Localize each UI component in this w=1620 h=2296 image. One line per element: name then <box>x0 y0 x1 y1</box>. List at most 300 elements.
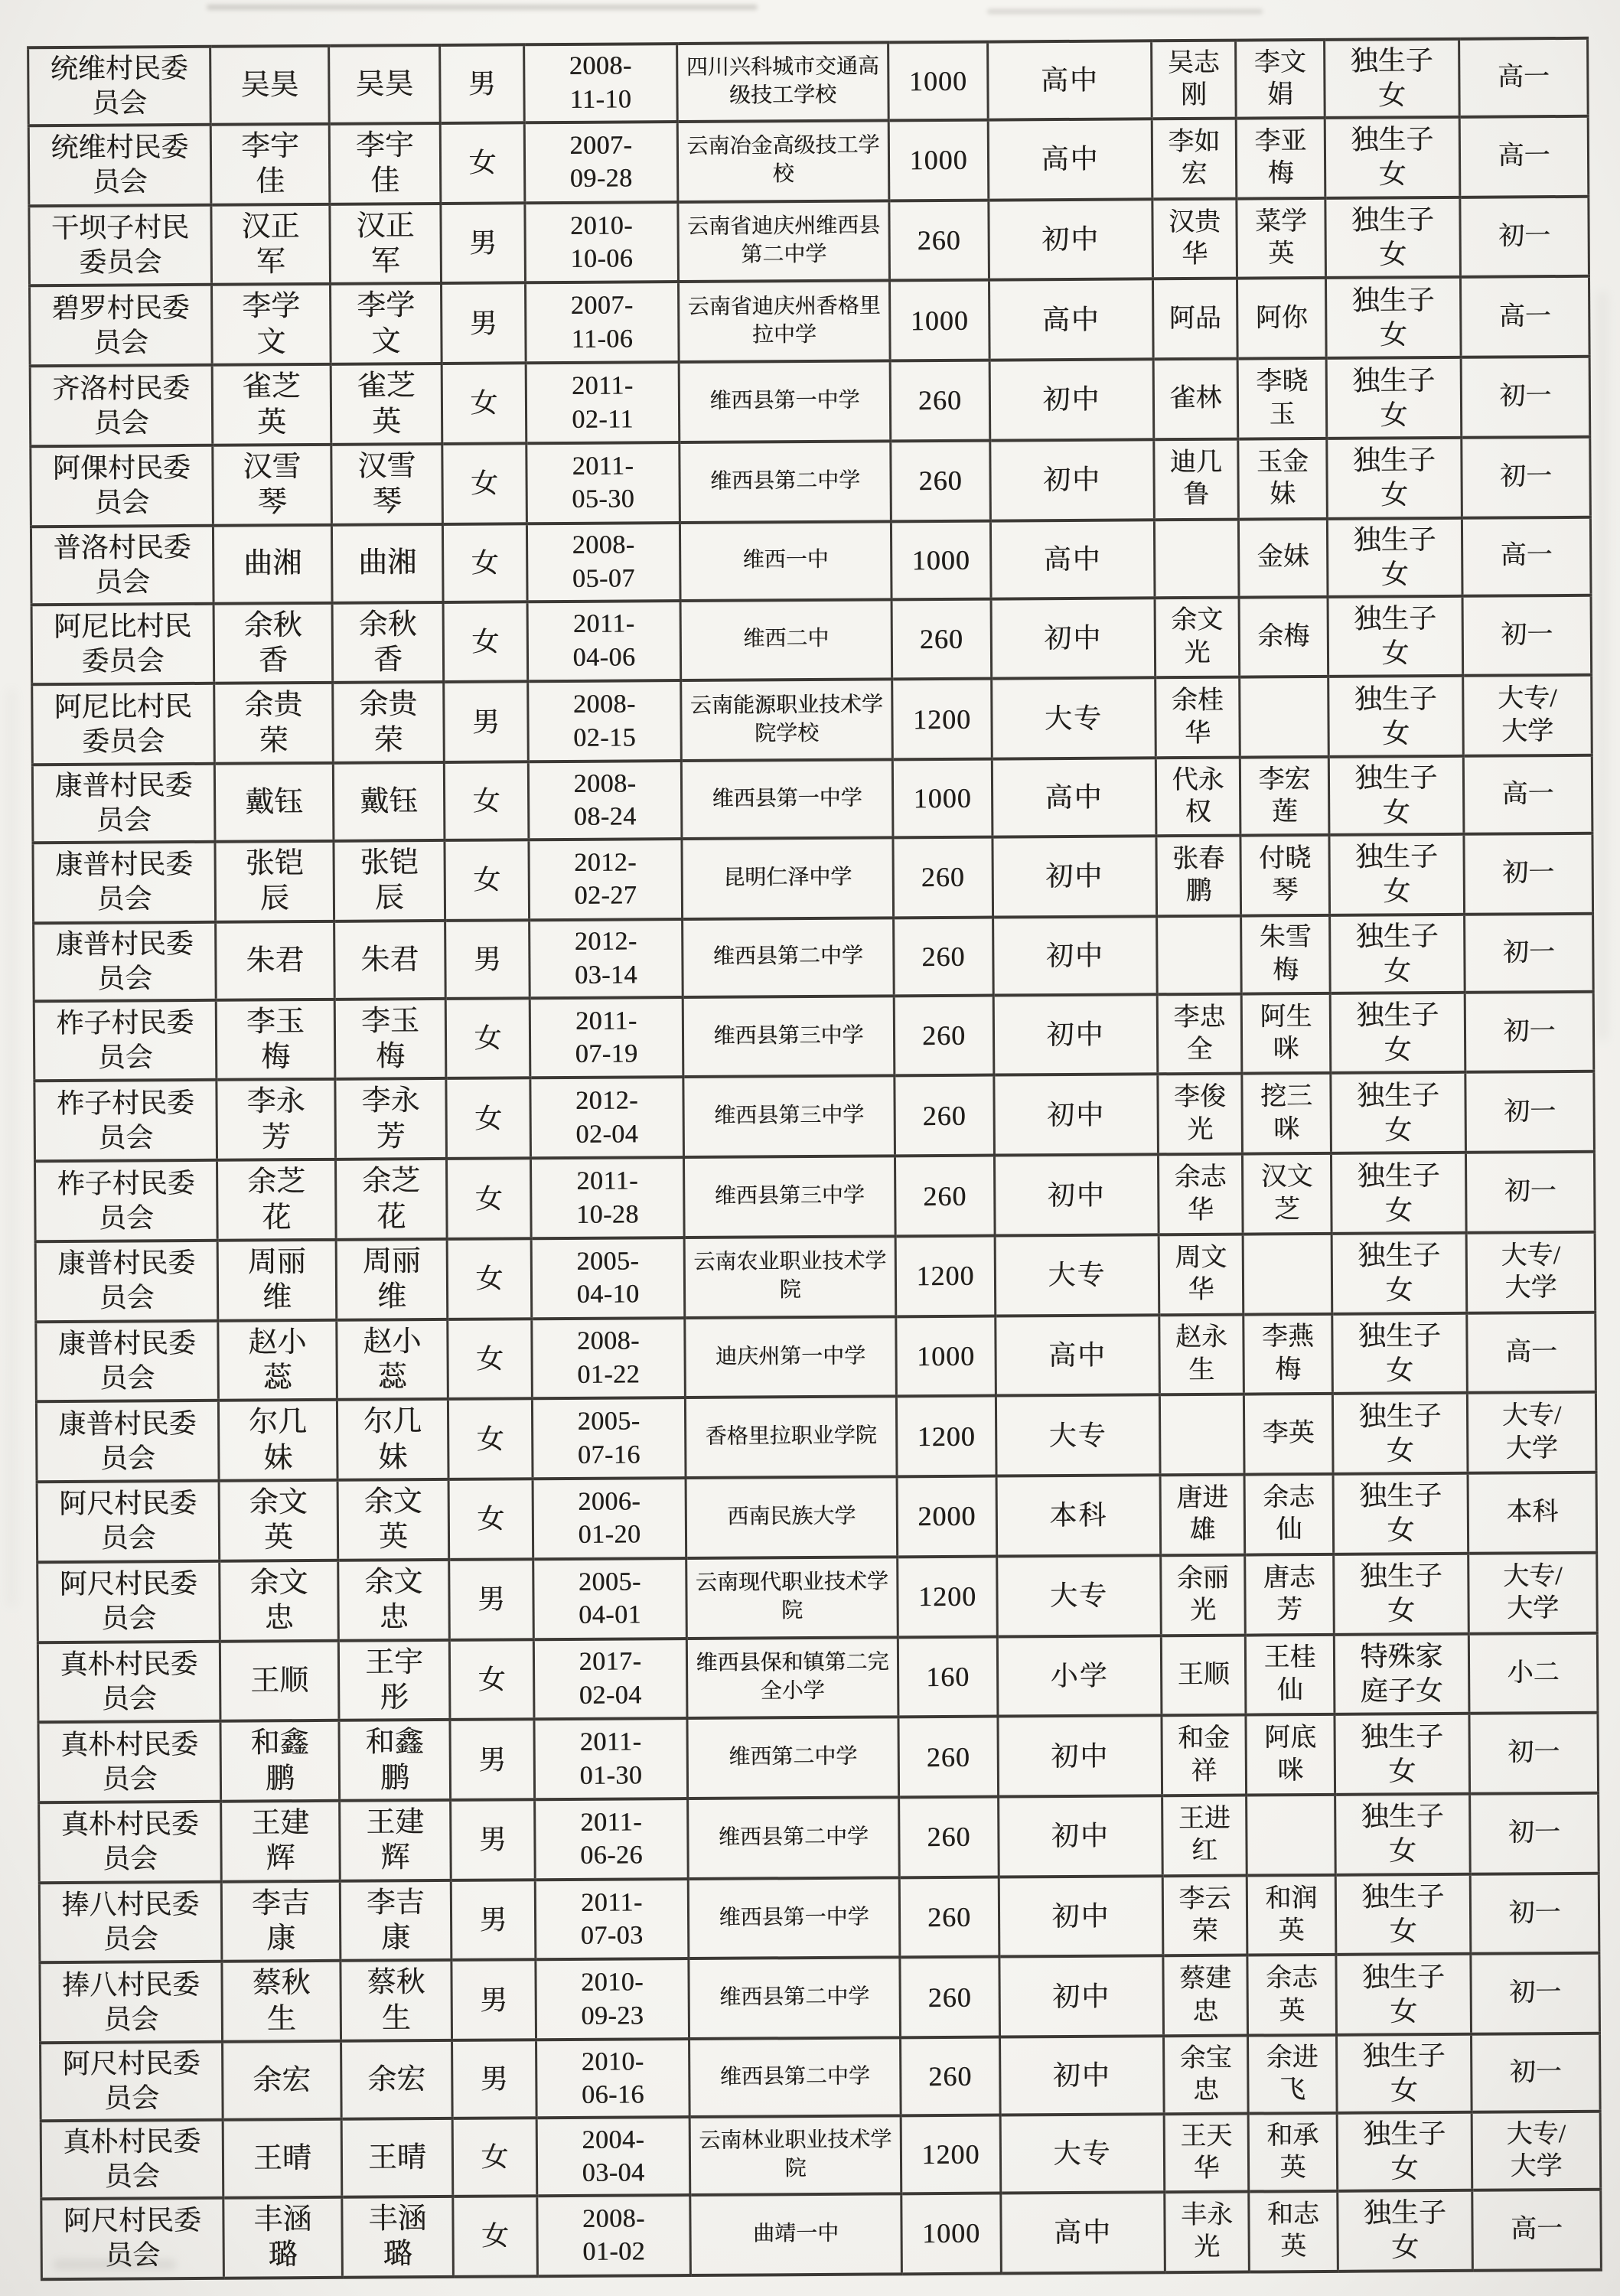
cell-education-stage: 大专 <box>995 1234 1159 1316</box>
cell-subsidy-amount: 260 <box>898 1717 999 1798</box>
cell-subsidy-amount: 260 <box>901 2037 1001 2116</box>
cell-grade: 高一 <box>1467 1312 1596 1393</box>
table-row <box>40 1953 1600 2043</box>
cell-grade: 初一 <box>1471 1953 1600 2034</box>
cell-village-committee: 真朴村民委员会 <box>41 2120 223 2199</box>
table-row <box>34 992 1594 1081</box>
cell-education-stage: 初中 <box>993 916 1158 995</box>
cell-village-committee: 柞子村民委员会 <box>34 1080 217 1161</box>
cell-subsidy-amount: 260 <box>891 440 991 521</box>
cell-student-name-repeat: 余秋香 <box>332 602 444 683</box>
cell-guardian-mother: 李亚梅 <box>1236 118 1325 198</box>
cell-guardian-mother: 王桂仙 <box>1245 1634 1335 1714</box>
table-row <box>34 914 1594 1001</box>
cell-education-stage: 初中 <box>999 1956 1164 2037</box>
cell-student-name-repeat: 曲湘 <box>331 524 443 603</box>
cell-grade: 高一 <box>1459 38 1589 117</box>
cell-student-name: 戴钰 <box>214 763 334 842</box>
cell-village-committee: 阿尼比村民委员会 <box>32 683 215 765</box>
cell-guardian-mother: 和润英 <box>1247 1875 1336 1955</box>
table-row <box>35 1232 1596 1322</box>
cell-gender: 女 <box>448 1399 533 1479</box>
cell-guardian-mother: 金妹 <box>1238 518 1328 597</box>
cell-village-committee: 真朴村民委员会 <box>39 1802 222 1883</box>
cell-guardian-mother: 李燕梅 <box>1244 1313 1333 1394</box>
cell-guardian-mother: 阿底咪 <box>1246 1714 1335 1795</box>
cell-guardian-father: 余宝忠 <box>1164 2036 1249 2115</box>
cell-student-name-repeat: 李学文 <box>331 283 442 364</box>
cell-gender: 女 <box>448 1319 533 1399</box>
cell-gender: 男 <box>444 682 529 762</box>
cell-child-type: 独生子女 <box>1332 1313 1468 1394</box>
cell-education-stage: 高中 <box>990 520 1155 598</box>
cell-village-committee: 干坝子村民委员会 <box>29 205 212 286</box>
cell-village-committee: 阿尺村民委员会 <box>41 2042 223 2121</box>
cell-date-of-birth <box>527 601 681 682</box>
cell-school: 维西县第一中学 <box>679 361 891 442</box>
cell-child-type: 独生子女 <box>1335 1874 1471 1955</box>
cell-subsidy-amount: 260 <box>889 200 989 281</box>
cell-child-type: 独生子女 <box>1333 1473 1468 1554</box>
table-row <box>32 755 1592 843</box>
cell-school: 维西县第二中学 <box>683 918 895 997</box>
cell-student-name: 吴昊 <box>210 46 330 125</box>
cell-child-type: 独生子女 <box>1337 2034 1472 2113</box>
date-of-birth-text: 2006- 01-20 <box>578 1487 641 1550</box>
cell-guardian-father: 李如宏 <box>1152 119 1237 199</box>
table-body <box>28 38 1602 2279</box>
cell-guardian-mother: 挖三咪 <box>1242 1073 1332 1153</box>
cell-date-of-birth <box>532 1397 686 1479</box>
cell-school: 云南林业职业技术学院 <box>689 2115 901 2195</box>
cell-education-stage: 高中 <box>992 758 1156 837</box>
cell-school: 云南冶金高级技工学校 <box>677 120 889 201</box>
cell-child-type: 独生子女 <box>1328 756 1464 835</box>
cell-education-stage: 高中 <box>1001 2192 1165 2273</box>
cell-subsidy-amount: 1000 <box>896 1316 996 1397</box>
cell-education-stage: 初中 <box>989 359 1154 440</box>
date-of-birth-text: 2010- 10-06 <box>570 210 634 274</box>
cell-school: 维西县第一中学 <box>681 759 893 839</box>
table-row <box>37 1632 1598 1722</box>
cell-education-stage: 初中 <box>989 199 1153 280</box>
cell-guardian-father: 丰永光 <box>1165 2192 1250 2272</box>
cell-child-type: 独生子女 <box>1327 517 1462 596</box>
cell-subsidy-amount: 1000 <box>891 520 991 599</box>
cell-gender: 女 <box>442 363 526 443</box>
date-of-birth-text: 2010- 09-23 <box>581 1968 644 2030</box>
cell-child-type: 独生子女 <box>1330 915 1465 993</box>
cell-education-stage: 初中 <box>994 1075 1159 1156</box>
cell-guardian-father: 张春鹏 <box>1156 836 1241 916</box>
date-of-birth-text: 2005- 04-01 <box>578 1567 642 1630</box>
cell-gender: 男 <box>450 1719 535 1799</box>
date-of-birth-text: 2012- 03-14 <box>574 927 638 990</box>
table-row <box>29 197 1589 286</box>
cell-guardian-father: 和金祥 <box>1162 1715 1247 1795</box>
cell-education-stage: 初中 <box>990 439 1155 520</box>
cell-guardian-mother: 和承英 <box>1248 2113 1338 2192</box>
cell-child-type: 独生子女 <box>1336 1954 1472 2035</box>
cell-student-name: 雀芝英 <box>212 364 331 445</box>
cell-gender: 女 <box>443 602 528 682</box>
cell-guardian-mother: 李晓玉 <box>1237 358 1327 439</box>
cell-student-name-repeat: 王晴 <box>341 2118 453 2197</box>
date-of-birth-text: 2008- 01-02 <box>582 2204 646 2267</box>
cell-guardian-mother: 余梅 <box>1239 596 1328 677</box>
cell-guardian-father: 雀林 <box>1153 359 1238 439</box>
cell-child-type: 独生子女 <box>1325 277 1461 358</box>
cell-village-committee: 柞子村民委员会 <box>35 1160 218 1241</box>
cell-subsidy-amount: 1000 <box>901 2193 1002 2275</box>
cell-student-name-repeat: 丰涵璐 <box>342 2197 454 2278</box>
cell-subsidy-amount: 260 <box>895 1075 995 1156</box>
cell-gender: 女 <box>453 2196 538 2276</box>
cell-student-name-repeat: 余芝花 <box>335 1159 447 1240</box>
cell-student-name: 余秋香 <box>214 602 333 683</box>
cell-grade: 初一 <box>1461 357 1590 438</box>
cell-child-type: 独生子女 <box>1330 993 1465 1074</box>
cell-grade: 初一 <box>1465 992 1594 1073</box>
cell-subsidy-amount: 1000 <box>888 120 989 201</box>
table-row <box>36 1312 1596 1401</box>
cell-village-committee: 统维村民委员会 <box>28 47 211 126</box>
cell-date-of-birth <box>534 1718 688 1799</box>
cell-school: 云南现代职业技术学院 <box>686 1557 898 1638</box>
cell-date-of-birth <box>530 1078 684 1159</box>
cell-gender: 女 <box>440 122 525 203</box>
cell-student-name-repeat: 周丽维 <box>336 1239 448 1320</box>
scan-artifact <box>207 5 758 10</box>
cell-date-of-birth <box>524 44 678 122</box>
cell-subsidy-amount: 1000 <box>888 42 989 121</box>
cell-school: 维西一中 <box>680 521 891 601</box>
cell-grade: 大专/大学 <box>1467 1392 1596 1473</box>
cell-student-name-repeat: 余文英 <box>337 1479 449 1561</box>
cell-student-name-repeat: 余贵荣 <box>333 682 445 763</box>
cell-student-name: 朱君 <box>216 921 335 1000</box>
cell-education-stage: 初中 <box>999 1876 1163 1957</box>
cell-date-of-birth <box>536 2039 690 2118</box>
cell-student-name: 余贵荣 <box>214 683 334 764</box>
cell-guardian-mother: 余志英 <box>1247 1955 1337 2035</box>
cell-guardian-mother <box>1247 1795 1336 1875</box>
cell-education-stage: 初中 <box>991 598 1156 679</box>
scan-artifact <box>987 9 1263 14</box>
cell-guardian-father: 李云荣 <box>1162 1875 1247 1955</box>
cell-student-name: 王晴 <box>223 2119 342 2198</box>
cell-date-of-birth <box>524 122 678 203</box>
cell-guardian-mother: 玉金妹 <box>1238 439 1328 519</box>
cell-grade: 初一 <box>1465 1152 1595 1233</box>
cell-student-name-repeat: 余文忠 <box>338 1560 450 1641</box>
table-row <box>39 1873 1599 1962</box>
cell-grade: 初一 <box>1464 833 1593 915</box>
cell-school: 云南能源职业技术学院学校 <box>681 680 893 761</box>
cell-gender: 男 <box>442 283 526 364</box>
table-row <box>30 276 1590 366</box>
cell-grade: 本科 <box>1468 1473 1597 1554</box>
cell-education-stage: 本科 <box>996 1475 1161 1556</box>
cell-grade: 初一 <box>1470 1793 1599 1874</box>
cell-grade: 初一 <box>1465 1071 1595 1153</box>
cell-gender: 男 <box>451 1960 536 2040</box>
cell-guardian-father: 阿品 <box>1152 279 1237 359</box>
cell-student-name: 李永芳 <box>217 1079 336 1160</box>
cell-guardian-mother: 李宏莲 <box>1240 757 1329 836</box>
cell-guardian-mother <box>1240 677 1329 757</box>
cell-student-name-repeat: 吴昊 <box>329 45 441 124</box>
cell-gender: 男 <box>445 920 530 999</box>
table-row <box>31 517 1591 604</box>
date-of-birth-text: 2011- 02-11 <box>571 371 634 434</box>
cell-student-name: 蔡秋生 <box>222 1961 341 2042</box>
cell-guardian-father: 王天华 <box>1164 2114 1249 2193</box>
date-of-birth-text: 2008- 08-24 <box>573 768 637 831</box>
cell-child-type: 独生子女 <box>1334 1554 1469 1635</box>
date-of-birth-text: 2008- 01-22 <box>576 1326 641 1389</box>
cell-child-type: 独生子女 <box>1329 834 1465 915</box>
cell-subsidy-amount: 160 <box>898 1636 998 1717</box>
cell-education-stage: 初中 <box>993 836 1157 917</box>
cell-grade: 高一 <box>1459 116 1589 197</box>
date-of-birth-text: 2012- 02-27 <box>574 848 637 911</box>
cell-grade: 初一 <box>1460 197 1589 278</box>
cell-village-committee: 阿尺村民委员会 <box>37 1481 220 1562</box>
cell-grade: 高一 <box>1460 276 1589 357</box>
cell-date-of-birth <box>536 1958 689 2040</box>
cell-gender: 女 <box>444 762 529 840</box>
cell-student-name-repeat: 汉雪琴 <box>331 444 443 525</box>
cell-grade: 初一 <box>1462 595 1592 676</box>
date-of-birth-text: 2007- 09-28 <box>569 131 633 194</box>
table-row <box>38 1713 1599 1802</box>
cell-village-committee: 阿尺村民委员会 <box>41 2198 224 2279</box>
cell-school: 云南农业职业技术学院 <box>684 1236 896 1317</box>
table-row <box>41 2112 1601 2199</box>
table-row <box>37 1553 1598 1642</box>
table-row <box>28 38 1589 126</box>
cell-guardian-mother: 汉文芝 <box>1242 1153 1332 1234</box>
date-of-birth-text: 2011- 07-19 <box>575 1006 638 1069</box>
cell-subsidy-amount: 260 <box>900 1957 1000 2038</box>
cell-child-type: 独生子女 <box>1325 117 1460 198</box>
cell-student-name-repeat: 朱君 <box>334 921 446 1000</box>
cell-village-committee: 齐洛村民委员会 <box>30 365 213 446</box>
cell-school: 维西县第三中学 <box>683 996 895 1077</box>
cell-guardian-father: 李俊光 <box>1158 1074 1243 1154</box>
cell-student-name: 尔几妹 <box>218 1400 337 1481</box>
cell-child-type: 特殊家庭子女 <box>1334 1633 1469 1714</box>
cell-guardian-mother: 和志英 <box>1249 2191 1338 2272</box>
cell-subsidy-amount: 2000 <box>897 1476 997 1557</box>
cell-village-committee: 捧八村民委员会 <box>39 1881 222 1962</box>
cell-child-type: 独生子女 <box>1326 357 1462 439</box>
date-of-birth-text: 2008- 05-07 <box>572 530 635 593</box>
cell-gender: 男 <box>440 44 525 123</box>
cell-child-type: 独生子女 <box>1335 1794 1471 1875</box>
cell-village-committee: 康普村民委员会 <box>33 842 216 923</box>
cell-student-name-repeat: 王宇彤 <box>338 1639 450 1720</box>
date-of-birth-text: 2011- 10-28 <box>575 1166 639 1229</box>
cell-village-committee: 阿尼比村民委员会 <box>31 603 214 684</box>
cell-subsidy-amount: 260 <box>899 1877 999 1958</box>
table-row <box>36 1392 1596 1482</box>
table-row <box>33 833 1593 923</box>
cell-guardian-father: 吴志刚 <box>1152 41 1237 119</box>
date-of-birth-text: 2008- 11-10 <box>569 51 632 114</box>
cell-child-type: 独生子女 <box>1328 676 1464 757</box>
cell-student-name-repeat: 戴钰 <box>333 762 445 841</box>
table-row <box>31 437 1591 527</box>
cell-gender: 女 <box>449 1639 534 1720</box>
cell-gender: 女 <box>452 2118 537 2197</box>
cell-gender: 女 <box>446 1158 531 1238</box>
table-row <box>28 116 1589 206</box>
cell-date-of-birth <box>536 2117 690 2196</box>
date-of-birth-text: 2017- 02-04 <box>579 1647 642 1710</box>
cell-date-of-birth <box>525 202 679 283</box>
cell-guardian-mother: 阿你 <box>1237 278 1326 358</box>
cell-student-name-repeat: 李玉梅 <box>334 999 446 1080</box>
cell-student-name-repeat: 和鑫鹏 <box>339 1720 451 1801</box>
cell-student-name-repeat: 雀芝英 <box>331 364 442 445</box>
cell-child-type: 独生子女 <box>1332 1393 1468 1474</box>
table-sheet <box>27 37 1602 2281</box>
cell-village-committee: 康普村民委员会 <box>36 1320 219 1401</box>
cell-subsidy-amount: 1200 <box>895 1235 996 1316</box>
cell-education-stage: 初中 <box>993 994 1158 1075</box>
date-of-birth-text: 2004- 03-04 <box>582 2125 645 2187</box>
cell-student-name: 李学文 <box>212 284 331 365</box>
cell-school: 维西县第二中学 <box>689 1958 901 2039</box>
cell-child-type: 独生子女 <box>1328 595 1463 677</box>
cell-grade: 大专/大学 <box>1466 1232 1596 1313</box>
cell-grade: 大专/大学 <box>1463 675 1592 756</box>
cell-guardian-father: 代永权 <box>1156 758 1240 837</box>
cell-child-type: 独生子女 <box>1325 39 1460 118</box>
cell-education-stage: 初中 <box>999 1795 1163 1877</box>
cell-student-name-repeat: 李宇佳 <box>329 123 441 204</box>
cell-school: 西南民族大学 <box>686 1476 898 1557</box>
cell-school: 四川兴科城市交通高级技工学校 <box>677 42 889 122</box>
cell-guardian-father: 赵永生 <box>1159 1314 1244 1394</box>
cell-guardian-father: 余桂华 <box>1156 677 1240 758</box>
cell-date-of-birth <box>533 1639 687 1720</box>
date-of-birth-text: 2008- 02-15 <box>572 690 637 752</box>
cell-student-name: 和鑫鹏 <box>220 1720 340 1802</box>
cell-grade: 高一 <box>1463 755 1592 834</box>
cell-gender: 女 <box>448 1479 533 1559</box>
cell-student-name-repeat: 李吉康 <box>340 1880 451 1962</box>
cell-student-name-repeat: 张铠辰 <box>334 840 445 921</box>
cell-student-name: 周丽维 <box>217 1240 337 1321</box>
cell-school: 维西县第三中学 <box>683 1156 895 1238</box>
cell-education-stage: 初中 <box>994 1154 1159 1235</box>
cell-subsidy-amount: 1000 <box>889 280 989 361</box>
cell-student-name: 余芝花 <box>217 1159 336 1241</box>
cell-date-of-birth <box>526 362 680 443</box>
date-of-birth-text: 2011- 07-03 <box>580 1887 644 1950</box>
cell-student-name: 汉雪琴 <box>213 445 332 526</box>
cell-gender: 女 <box>447 1238 532 1319</box>
cell-date-of-birth <box>530 997 683 1078</box>
cell-date-of-birth <box>528 761 682 840</box>
cell-date-of-birth <box>532 1318 686 1399</box>
cell-subsidy-amount: 260 <box>893 837 993 918</box>
cell-child-type: 独生子女 <box>1331 1153 1466 1234</box>
cell-student-name-repeat: 尔几妹 <box>337 1399 448 1480</box>
table-row <box>30 357 1590 446</box>
cell-guardian-mother: 李文娟 <box>1236 40 1325 119</box>
cell-school: 维西县第三中学 <box>683 1076 895 1157</box>
date-of-birth-text: 2005- 04-10 <box>576 1247 640 1309</box>
cell-education-stage: 大专 <box>996 1395 1160 1476</box>
cell-student-name-repeat: 王建辉 <box>340 1800 451 1881</box>
cell-village-committee: 柞子村民委员会 <box>34 1000 217 1081</box>
cell-school: 维西二中 <box>680 599 892 680</box>
cell-student-name: 王建辉 <box>221 1801 341 1882</box>
cell-subsidy-amount: 260 <box>895 1156 995 1237</box>
cell-date-of-birth <box>530 1157 684 1238</box>
cell-subsidy-amount: 260 <box>899 1796 999 1877</box>
table-row <box>37 1473 1597 1562</box>
cell-date-of-birth <box>529 839 683 920</box>
cell-guardian-mother: 阿生咪 <box>1241 993 1331 1074</box>
cell-guardian-father: 迪几鲁 <box>1154 439 1239 519</box>
cell-grade: 初一 <box>1472 2033 1601 2112</box>
cell-gender: 女 <box>442 443 527 523</box>
cell-guardian-father: 蔡建忠 <box>1163 1955 1248 2036</box>
cell-grade: 小二 <box>1468 1632 1598 1714</box>
cell-guardian-father: 王进红 <box>1162 1795 1247 1876</box>
cell-gender: 女 <box>442 523 527 602</box>
cell-guardian-mother: 余志仙 <box>1244 1474 1334 1554</box>
table-row <box>31 595 1592 684</box>
cell-child-type: 独生子女 <box>1331 1072 1466 1153</box>
cell-village-committee: 真朴村民委员会 <box>38 1721 221 1802</box>
cell-student-name: 丰涵璐 <box>223 2197 343 2278</box>
date-of-birth-text: 2011- 01-30 <box>579 1727 643 1790</box>
cell-subsidy-amount: 260 <box>890 360 990 442</box>
date-of-birth-text: 2007- 11-06 <box>570 291 634 354</box>
cell-student-name: 李玉梅 <box>216 1000 335 1081</box>
cell-subsidy-amount: 1200 <box>901 2115 1001 2194</box>
cell-guardian-father: 余丽光 <box>1161 1554 1246 1635</box>
cell-date-of-birth <box>533 1478 686 1559</box>
cell-guardian-mother: 余进飞 <box>1248 2035 1338 2114</box>
cell-guardian-mother: 菜学英 <box>1237 198 1326 279</box>
cell-guardian-father: 汉贵华 <box>1152 198 1237 279</box>
cell-guardian-father <box>1157 915 1242 994</box>
cell-education-stage: 高中 <box>996 1315 1160 1396</box>
table-row <box>39 1793 1599 1883</box>
cell-child-type: 独生子女 <box>1335 1714 1470 1795</box>
cell-school: 香格里拉职业学院 <box>685 1397 897 1478</box>
cell-guardian-mother: 李英 <box>1244 1394 1333 1474</box>
cell-student-name: 王顺 <box>220 1640 339 1721</box>
date-of-birth-text: 2011- 06-26 <box>580 1808 644 1870</box>
cell-guardian-mother: 朱雪梅 <box>1241 915 1331 994</box>
cell-subsidy-amount: 1200 <box>896 1396 996 1477</box>
cell-grade: 初一 <box>1465 914 1594 993</box>
cell-student-name: 赵小蕊 <box>218 1319 337 1401</box>
cell-date-of-birth <box>528 680 682 762</box>
cell-subsidy-amount: 1000 <box>892 759 993 838</box>
cell-village-committee: 统维村民委员会 <box>28 125 211 206</box>
cell-education-stage: 高中 <box>989 279 1153 360</box>
cell-date-of-birth <box>526 282 680 364</box>
